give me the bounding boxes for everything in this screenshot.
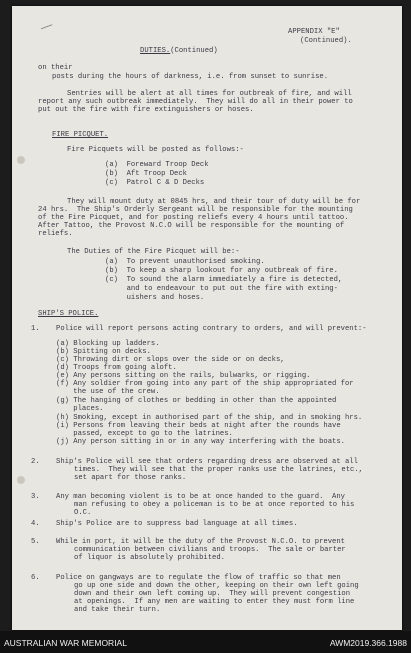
ships-police-para-2: times. They will see that the proper ranks use the latrines, etc., — [74, 466, 363, 474]
picquet-duty: (c) To sound the alarm immediately a fire is detected, — [105, 276, 343, 284]
para-number: 1. — [31, 325, 40, 333]
police-item: (g) The hanging of clothes or bedding in other than the appointed — [56, 397, 337, 405]
intro-line: Sentries will be alert at all times for outbreak of fire, and will — [67, 90, 352, 98]
fire-picquet-para: 24 hrs. The Ship's Orderly Sergeant will be responsible for the mounting — [38, 206, 353, 214]
ships-police-para-1: Police will report persons acting contrary to orders, and will prevent:- — [56, 325, 367, 333]
para-number: 3. — [31, 493, 40, 501]
ships-police-para-6: and take their turn. — [74, 606, 161, 614]
ships-police-para-6: Police on gangways are to regulate the flow of traffic so that men — [56, 574, 341, 582]
police-item: passed, except to go to the latrines. — [56, 430, 233, 438]
intro-line: on their — [38, 64, 73, 72]
police-item: (i) Persons from leaving their beds at night after the rounds have — [56, 422, 341, 430]
para-number: 4. — [31, 520, 40, 528]
duties-title-suffix: (Continued) — [170, 47, 218, 55]
police-item: places. — [56, 405, 104, 413]
appendix-label: APPENDIX "E" — [288, 28, 340, 36]
picquet-duty: and to endeavour to put out the fire with exting- — [105, 285, 338, 293]
police-item: (f) Any soldier from going into any part of the ship appropriated for — [56, 380, 354, 388]
ships-police-para-3: man refusing to obey a policeman is to be at once reported to his — [74, 501, 355, 509]
post-item: (b) Aft Troop Deck — [105, 170, 187, 178]
intro-line: report any such outbreak immediately. They will do all in their power to — [38, 98, 353, 106]
picquet-duty: (a) To prevent unauthorised smoking. — [105, 258, 265, 266]
accession-id: AWM2019.366.1988 — [329, 638, 407, 648]
picquet-duty: (b) To keep a sharp lookout for any outbreak of fire. — [105, 267, 338, 275]
ships-police-para-5: While in port, it will be the duty of the Provost N.C.O. to prevent — [56, 538, 345, 546]
punch-hole — [17, 476, 25, 484]
punch-hole — [17, 156, 25, 164]
ships-police-heading: SHIP'S POLICE. — [38, 310, 99, 318]
para-number: 5. — [31, 538, 40, 546]
police-item: the use of the crew. — [56, 388, 160, 396]
police-item: (h) Smoking, except in authorised part of the ship, and in smoking hrs. — [56, 414, 363, 422]
footer-bar — [0, 631, 411, 653]
ships-police-para-5: of liquor is absolutely prohibited. — [74, 554, 225, 562]
document-page — [12, 6, 402, 630]
ships-police-para-3: O.C. — [74, 509, 92, 517]
fire-picquet-para: of the Fire Picquet, and for posting reliefs every 4 hours until tattoo. — [38, 214, 349, 222]
post-item: (c) Patrol C & D Decks — [105, 179, 205, 187]
pencil-mark — [41, 24, 55, 37]
police-item: (a) Blocking up ladders. — [56, 340, 160, 348]
page-title — [140, 47, 218, 55]
fire-picquet-posted: Fire Picquets will be posted as follows:- — [67, 146, 244, 154]
police-item: (j) Any person sitting in or in any way interfering with the boats. — [56, 438, 345, 446]
ships-police-para-2: Ship's Police will see that orders regarding dress are observed at all — [56, 458, 358, 466]
intro-line: put out the fire with fire extinguishers or hoses. — [38, 106, 254, 114]
police-item: (c) Throwing dirt or slops over the side or on decks, — [56, 356, 285, 364]
picquet-duty: uishers and hoses. — [105, 294, 205, 302]
ships-police-para-6: down and their own left coming up. They will prevent congestion — [74, 590, 351, 598]
ships-police-para-2: set apart for those ranks. — [74, 474, 187, 482]
fire-picquet-para: They will mount duty at 0845 hrs, and their tour of duty will be for — [67, 198, 361, 206]
police-item: (d) Troops from going aloft. — [56, 364, 177, 372]
institution-label: AUSTRALIAN WAR MEMORIAL — [4, 638, 127, 648]
police-item: (e) Any persons sitting on the rails, bulwarks, or rigging. — [56, 372, 311, 380]
para-number: 6. — [31, 574, 40, 582]
fire-picquet-para: reliefs. — [38, 230, 73, 238]
ships-police-para-6: at openings. If any men are waiting to enter they must form line — [74, 598, 355, 606]
ships-police-para-3: Any man becoming violent is to be at once handed to the guard. Any — [56, 493, 345, 501]
fire-picquet-duties-intro: The Duties of the Fire Picquet will be:- — [67, 248, 240, 256]
post-item: (a) Foreward Troop Deck — [105, 161, 209, 169]
fire-picquet-para: After Tattoo, the Provost N.C.O will be responsible for the mounting of — [38, 222, 345, 230]
ships-police-para-6: go up one side and down the other, keeping on their own left going — [74, 582, 359, 590]
ships-police-para-5: communication between civilians and troops. The sale or barter — [74, 546, 346, 554]
appendix-continued: (Continued). — [300, 37, 352, 45]
ships-police-para-4: Ship's Police are to suppress bad language at all times. — [56, 520, 298, 528]
police-item: (b) Spitting on decks. — [56, 348, 151, 356]
duties-title: DUTIES. — [140, 47, 171, 55]
intro-line: posts during the hours of darkness, i.e. from sunset to sunrise. — [52, 73, 329, 81]
fire-picquet-heading: FIRE PICQUET. — [52, 131, 109, 139]
para-number: 2. — [31, 458, 40, 466]
